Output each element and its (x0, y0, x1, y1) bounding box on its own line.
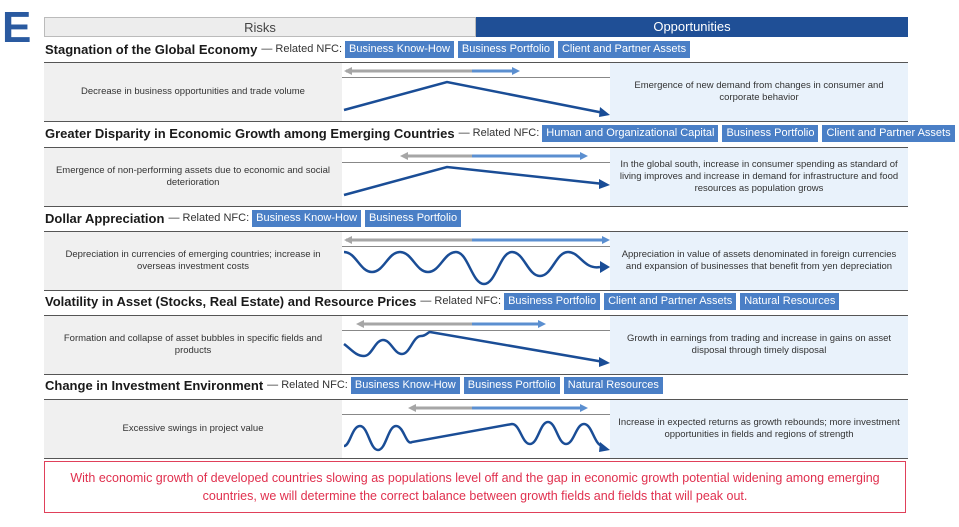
risks-header: Risks (44, 17, 476, 37)
section-row-3 (44, 231, 908, 291)
nfc-tag: Business Portfolio (458, 41, 554, 58)
risk-cell: Depreciation in currencies of emerging countries; increase in overseas investment costs (44, 232, 342, 290)
trend-svg (342, 148, 610, 206)
related-nfc-label: — Related NFC: (420, 295, 502, 307)
risk-cell: Decrease in business opportunities and trade volume (44, 63, 342, 121)
opportunity-cell: In the global south, increase in consumer spending as standard of living improves and increase in demand for infrastructure and food resources as population grows (610, 148, 908, 206)
nfc-tag: Business Know-How (252, 210, 361, 227)
section-heading: Change in Investment Environment (45, 377, 264, 393)
section-row-1 (44, 62, 908, 122)
nfc-tag: Business Portfolio (365, 210, 461, 227)
risk-cell: Excessive swings in project value (44, 400, 342, 458)
section-title-4 (45, 292, 843, 310)
nfc-tag: Business Portfolio (464, 377, 560, 394)
related-nfc-label: — Related NFC: (458, 127, 540, 139)
section-row-4 (44, 315, 908, 375)
opportunities-header: Opportunities (476, 17, 908, 37)
trend-svg (342, 316, 610, 374)
section-title-5 (45, 376, 667, 394)
nfc-tag: Business Know-How (345, 41, 454, 58)
related-nfc-label: — Related NFC: (261, 43, 343, 55)
nfc-tag: Client and Partner Assets (822, 125, 954, 142)
nfc-tag: Business Portfolio (504, 293, 600, 310)
trend-graphic (342, 400, 610, 458)
section-row-2 (44, 147, 908, 207)
section-letter: E (2, 3, 32, 52)
section-title-2 (45, 124, 959, 142)
related-nfc-label: — Related NFC: (267, 379, 348, 391)
section-heading: Dollar Appreciation (45, 210, 165, 226)
section-heading: Greater Disparity in Economic Growth among Emerging Countries (45, 125, 455, 141)
nfc-tag: Business Know-How (351, 377, 460, 394)
risk-cell: Emergence of non-performing assets due to economic and social deterioration (44, 148, 342, 206)
trend-graphic (342, 232, 610, 290)
trend-svg (342, 400, 610, 458)
nfc-tag: Natural Resources (740, 293, 839, 310)
related-nfc-label: — Related NFC: (168, 212, 250, 224)
section-heading: Stagnation of the Global Economy (45, 41, 258, 57)
conclusion-note: With economic growth of developed countries slowing as populations level off and the gap in economic growth potential widening among emerging countries, we will determine the correct balance between growth fields and fields that will peak out. (44, 461, 906, 513)
trend-graphic (342, 63, 610, 121)
section-row-5 (44, 399, 908, 459)
opportunity-cell: Growth in earnings from trading and increase in gains on asset disposal through timely disposal (610, 316, 908, 374)
nfc-tag: Human and Organizational Capital (542, 125, 718, 142)
section-title-3 (45, 209, 465, 227)
risk-cell: Formation and collapse of asset bubbles in specific fields and products (44, 316, 342, 374)
trend-svg (342, 63, 610, 121)
nfc-tag: Business Portfolio (722, 125, 818, 142)
section-title-1 (45, 40, 694, 58)
trend-graphic (342, 316, 610, 374)
opportunity-cell: Appreciation in value of assets denominated in foreign currencies and expansion of businesses that benefit from yen depreciation (610, 232, 908, 290)
trend-svg (342, 232, 610, 290)
opportunity-cell: Emergence of new demand from changes in consumer and corporate behavior (610, 63, 908, 121)
nfc-tag: Client and Partner Assets (604, 293, 736, 310)
trend-graphic (342, 148, 610, 206)
nfc-tag: Natural Resources (564, 377, 663, 394)
section-heading: Volatility in Asset (Stocks, Real Estate) and Resource Prices (45, 293, 417, 309)
opportunity-cell: Increase in expected returns as growth rebounds; more investment opportunities in fields and regions of strength (610, 400, 908, 458)
nfc-tag: Client and Partner Assets (558, 41, 690, 58)
